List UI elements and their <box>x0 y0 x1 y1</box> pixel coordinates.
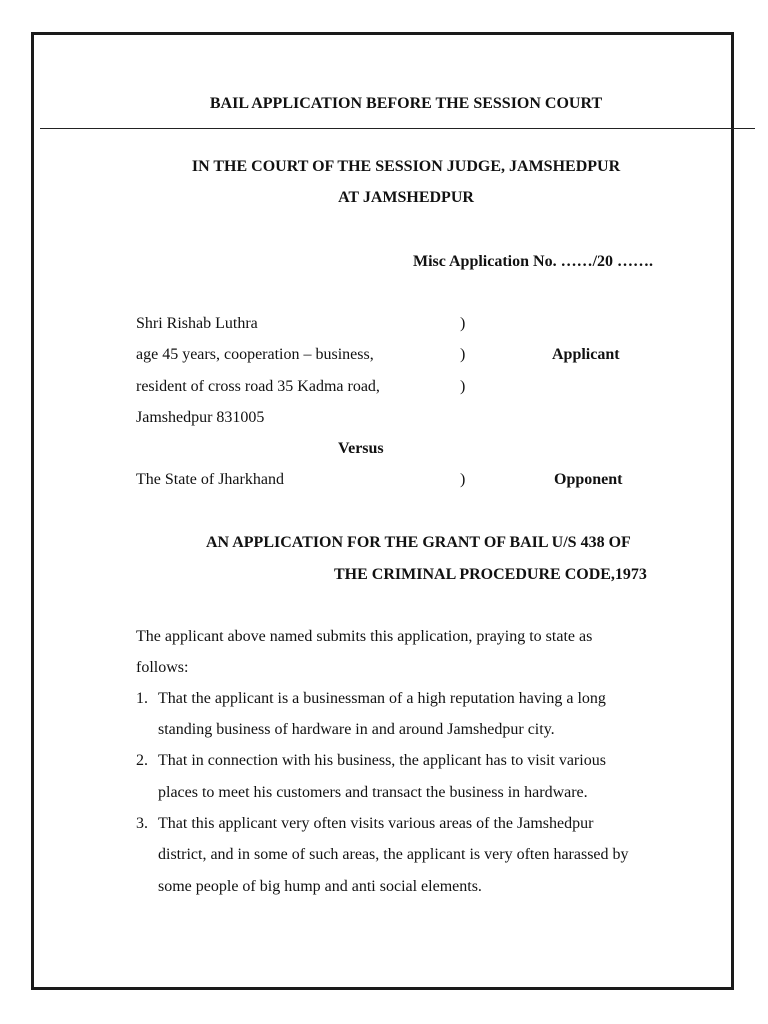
application-heading-line-1: AN APPLICATION FOR THE GRANT OF BAIL U/S 438 OF <box>206 534 631 551</box>
point-3-line-3: some people of big hump and anti social elements. <box>158 878 482 895</box>
applicant-bracket: ) <box>460 315 466 332</box>
applicant-bracket: ) <box>460 378 466 395</box>
point-number: 1. <box>136 690 148 707</box>
point-number: 3. <box>136 815 148 832</box>
point-1-line-2: standing business of hardware in and around Jamshedpur city. <box>158 721 555 738</box>
point-2-line-2: places to meet his customers and transact the business in hardware. <box>158 784 588 801</box>
application-heading-line-2: THE CRIMINAL PROCEDURE CODE,1973 <box>334 566 647 583</box>
point-3-line-1: That this applicant very often visits various areas of the Jamshedpur <box>158 815 594 832</box>
opponent-role-label: Opponent <box>554 471 623 488</box>
point-number: 2. <box>136 752 148 769</box>
applicant-address-line-1: resident of cross road 35 Kadma road, <box>136 378 380 395</box>
intro-line-1: The applicant above named submits this application, praying to state as <box>136 628 593 645</box>
court-name-line-1: IN THE COURT OF THE SESSION JUDGE, JAMSHEDPUR <box>191 158 621 175</box>
applicant-age-occupation: age 45 years, cooperation – business, <box>136 346 374 363</box>
applicant-name: Shri Rishab Luthra <box>136 315 258 332</box>
opponent-name: The State of Jharkhand <box>136 471 284 488</box>
point-2-line-1: That in connection with his business, the applicant has to visit various <box>158 752 606 769</box>
point-3-line-2: district, and in some of such areas, the applicant is very often harassed by <box>158 846 629 863</box>
document-title: BAIL APPLICATION BEFORE THE SESSION COURT <box>209 95 603 112</box>
court-name-line-2: AT JAMSHEDPUR <box>338 189 474 206</box>
applicant-address-line-2: Jamshedpur 831005 <box>136 409 265 426</box>
opponent-bracket: ) <box>460 471 466 488</box>
intro-line-2: follows: <box>136 659 189 676</box>
versus-label: Versus <box>338 440 384 457</box>
point-1-line-1: That the applicant is a businessman of a high reputation having a long <box>158 690 606 707</box>
header-divider <box>40 128 755 129</box>
misc-application-number: Misc Application No. ……/20 ……. <box>413 253 654 270</box>
applicant-role-label: Applicant <box>552 346 620 363</box>
applicant-bracket: ) <box>460 346 466 363</box>
